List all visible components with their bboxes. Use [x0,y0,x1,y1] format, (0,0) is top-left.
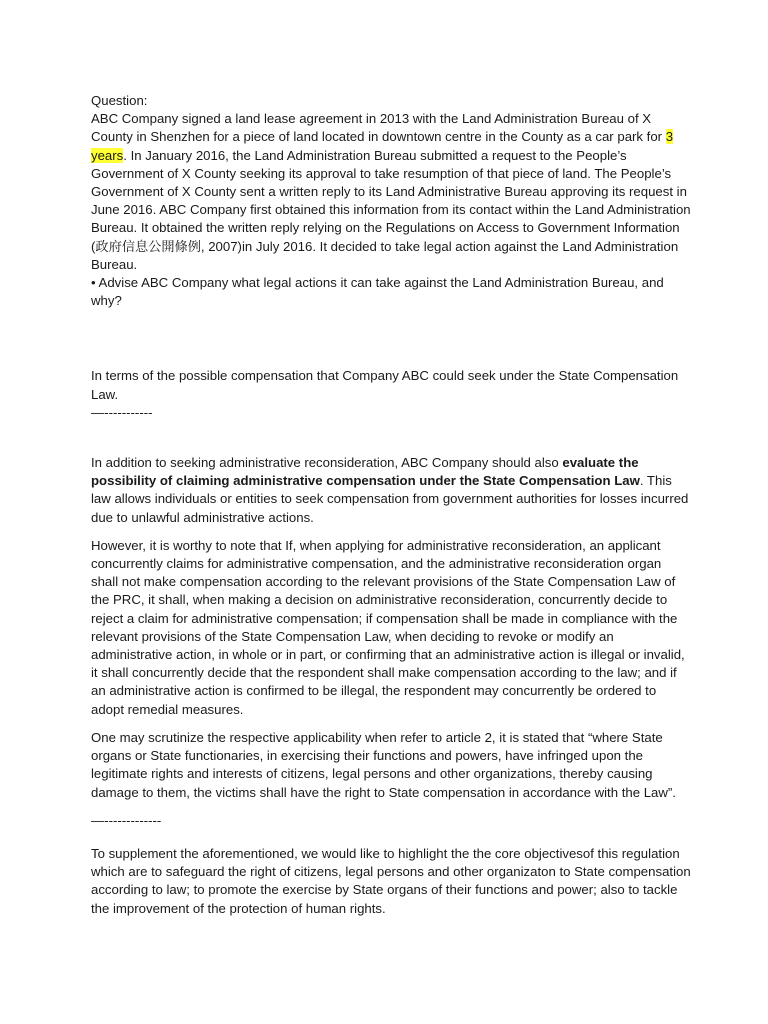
spacer [91,527,691,537]
separator-line: —----------- [91,404,153,420]
spacer [91,422,691,454]
spacer [91,802,691,812]
question-body [91,110,691,274]
question-bullet: • Advise ABC Company what legal actions it can take against the Land Administration Bureau, and why? [91,275,664,309]
answer-paragraph-1 [91,454,691,527]
intro-paragraph: In terms of the possible compensation that Company ABC could seek under the State Compensation Law. [91,368,679,402]
paragraph-1-emphasis: evaluate the possibility of claiming administrative compensation under the State Compensation Law [91,455,640,489]
spacer [91,310,691,367]
question-text-start: ABC Company signed a land lease agreement in 2013 with the Land Administration Bureau of X County in Shenzhen for a piece of land located in downtown centre in the County as a car park for [91,111,666,145]
question-heading: Question: [91,93,148,108]
answer-paragraph-2: However, it is worthy to note that If, when applying for administrative reconsideration, an applicant concurrently claims for administrative compensation, and the administrative reconsideration organ shall not make compensation according to the relevant provisions of the State Compensation Law of the PRC, it shall, when making a decision on administrative reconsideration, concurrently decide to reject a claim for administrative compensation; if compensation shall be made in compliance with the relevant provisions of the State Compensation Law, when deciding to revoke or modify an administrative action, in whole or in part, or confirming that an administrative action is illegal or invalid, it shall concurrently decide that the respondent shall make compensation according to the law; and if an administrative action is confirmed to be illegal, the respondent may concurrently be ordered to adopt remedial measures. [91,537,685,717]
paragraph-1-start: In addition to seeking administrative reconsideration, ABC Company should also [91,455,563,471]
answer-paragraph-4: To supplement the aforementioned, we would like to highlight the the core objectivesof this regulation which are to safeguard the right of citizens, legal persons and other organizaton to State compensation according to law; to promote the exercise by State organs of their functions and power; also to tackle the improvement of the protection of human rights. [91,845,691,916]
highlighted-duration: 3 years [91,129,674,163]
document-body [91,92,691,918]
answer-paragraph-3: One may scrutinize the respective applicability when refer to article 2, it is stated that “where State organs or State functionaries, in exercising their functions and powers, have infringed upon the legitimate rights and interests of citizens, legal persons and other organizations, thereby causing damage to them, the victims shall have the right to State compensation in accordance with the Law”. [91,729,676,800]
spacer [91,719,691,729]
paragraph-1-end: . This law allows individuals or entities to seek compensation from government authorities for losses incurred due to unlawful administrative actions. [91,473,689,525]
spacer [91,830,691,845]
separator-line-2: —------------- [91,812,162,828]
question-text-end: . In January 2016, the Land Administration Bureau submitted a request to the People’s Government of X County seeking its approval to take resumption of that piece of land. The People’s Government of X County sent a written reply to its Land Administrative Bureau approving its request in June 2016. ABC Company first obtained this information from its contact within the Land Administration Bureau. It obtained the written reply relying on the Regulations on Access to Government Information (政府信息公開條例, 2007)in July 2016. It decided to take legal action against the Land Administration Bureau. [91,147,691,272]
